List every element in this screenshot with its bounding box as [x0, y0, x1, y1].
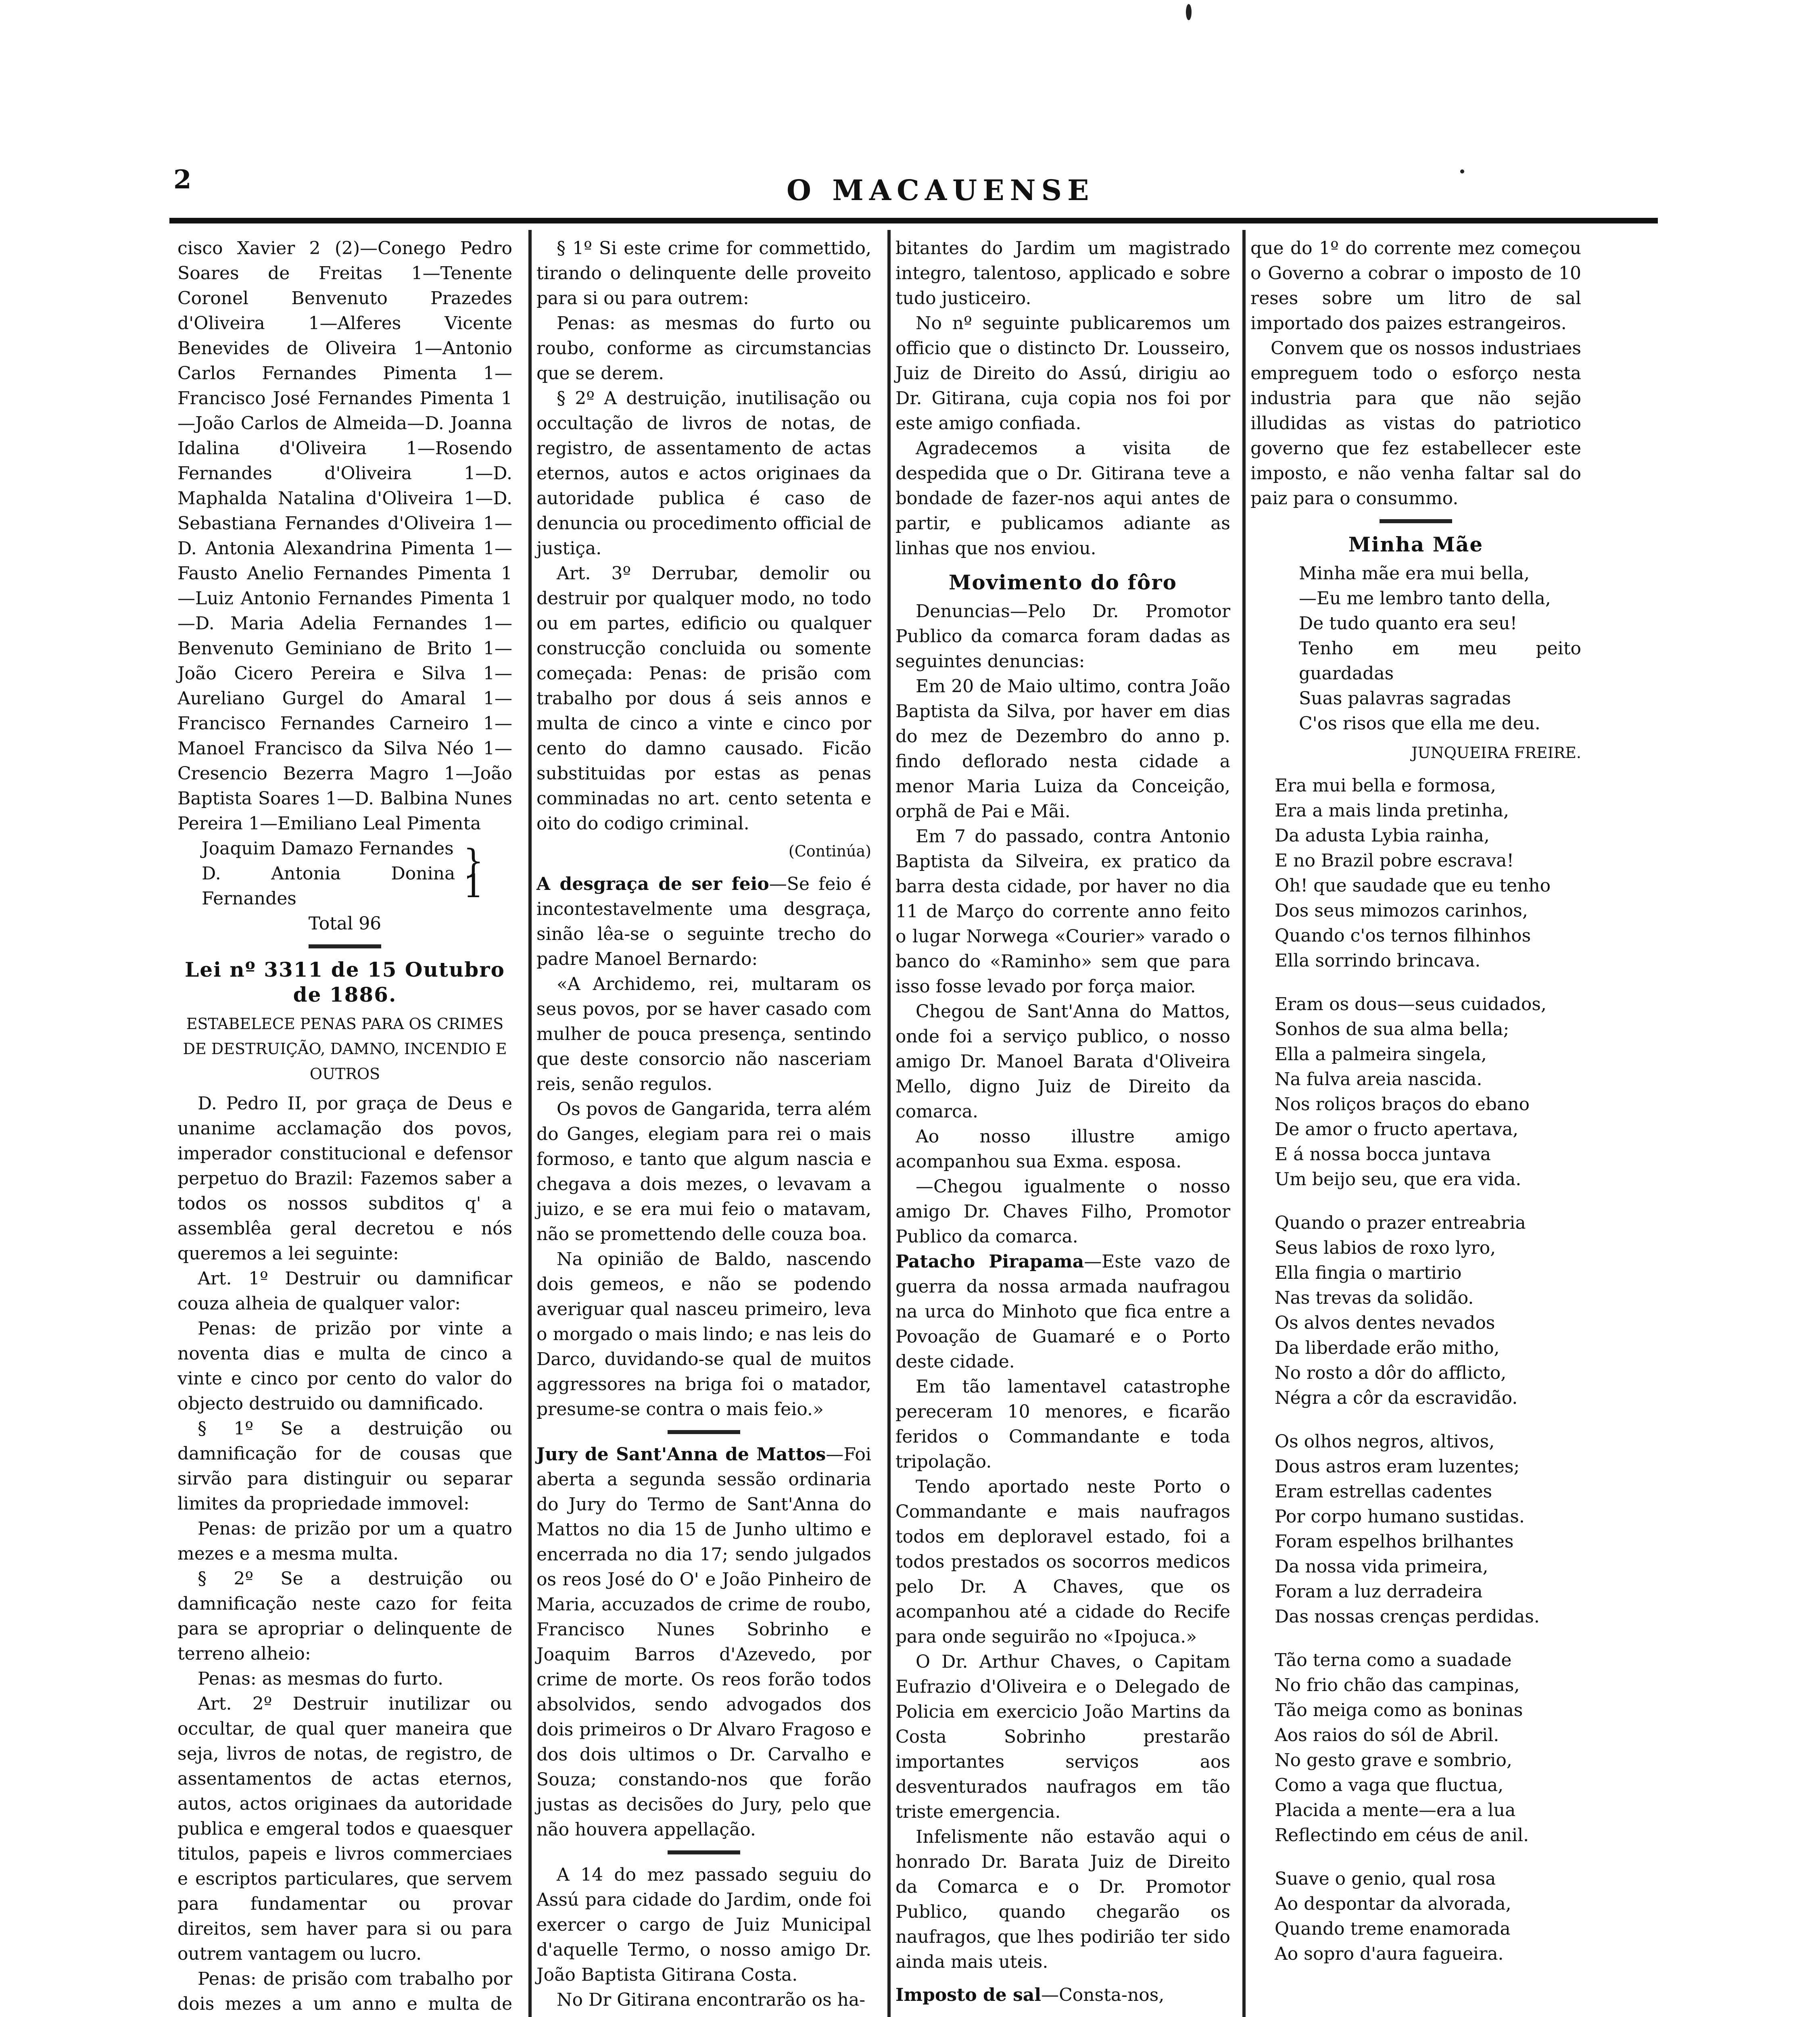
epigraph-line: De tudo quanto era seu!: [1299, 613, 1517, 634]
column-divider: [1242, 230, 1246, 2017]
continua-note: (Continúa): [788, 842, 871, 860]
poem-line: No rosto a dôr do afflicto,: [1275, 1363, 1507, 1383]
list-total: Total 96: [308, 913, 382, 934]
poem-line: Reflectindo em céus de anil.: [1275, 1825, 1529, 1846]
epigraph-line: Suas palavras sagradas: [1299, 688, 1511, 709]
poem-line: Nas trevas da solidão.: [1275, 1288, 1474, 1308]
separator: [1380, 519, 1452, 523]
paragraph: —Consta-nos,: [1041, 1985, 1165, 2005]
poem-line: Quando o prazer entreabria: [1275, 1213, 1526, 1233]
paragraph: § 1º Si este crime for commettido, tirando o delinquente delle proveito para si ou para outrem:: [536, 238, 871, 309]
paragraph: «A Archidemo, rei, multaram os seus povos, por se haver casado com mulher de pouca presença, sentindo que deste consorcio não nasceriam reis, senão regulos.: [536, 974, 871, 1094]
poem-line: Ao sopro d'aura fagueira.: [1275, 1944, 1504, 1964]
patacho-heading: Patacho Pirapama: [895, 1251, 1084, 1272]
lei-title: Lei nº 3311 de 15 Outubro de 1886.: [185, 958, 505, 1006]
poem-line: Suave o genio, qual rosa: [1275, 1869, 1496, 1889]
paragraph: § 2º Se a destruição ou damnificação neste cazo for feita para se apropriar o delinquente de terreno alheio:: [177, 1568, 512, 1664]
subscriber-list: cisco Xavier 2 (2)—Conego Pedro Soares de Freitas 1—Tenente Coronel Benvenuto Prazedes d'Oliveira 1—Alferes Vicente Benevides de Oliveira 1—Antonio Carlos Fernandes Pimenta 1—Francisco José Fernandes Pimenta 1—João Carlos de Almeida—D. Joanna Idalina d'Oliveira 1—Rosendo Fernandes d'Oliveira 1—D. Maphalda Natalina d'Oliveira 1—D. Sebastiana Fernandes d'Oliveira 1—D. Antonia Alexandrina Pimenta 1—Fausto Anelio Fernandes Pimenta 1—Luiz Antonio Fernandes Pimenta 1—D. Maria Adelia Fernandes 1—Benvenuto Geminiano de Brito 1—João Cicero Pereira e Silva 1—Aureliano Gurgel do Amaral 1—Francisco Fernandes Carneiro 1—Manoel Francisco da Silva Néo 1—Cresencio Bezerra Magro 1—João Baptista Soares 1—D. Balbina Nunes Pereira 1—Emiliano Leal Pimenta: [177, 238, 512, 834]
paragraph: Art. 3º Derrubar, demolir ou destruir por qualquer modo, no todo ou em partes, edificio ou qualquer construcção concluida ou somente começada: Penas: de prisão com trabalho por dous á seis annos e multa de cinco a vinte e cinco por cento do damno causado. Ficão substituidas por estas as penas comminadas no art. cento setenta e oito do codigo criminal.: [536, 563, 871, 834]
poem-line: Da nossa vida primeira,: [1275, 1556, 1488, 1577]
poem-line: Placida a mente—era a lua: [1275, 1800, 1516, 1821]
epigraph-author: JUNQUEIRA FREIRE.: [1411, 744, 1581, 762]
column-3: [895, 236, 1230, 2008]
paragraph: Chegou de Sant'Anna do Mattos, onde foi a serviço publico, o nosso amigo Dr. Manoel Barata d'Oliveira Mello, digno Juiz de Direito da comarca.: [895, 1001, 1230, 1122]
epigraph-line: Minha mãe era mui bella,: [1299, 563, 1530, 584]
poem-line: Foram espelhos brilhantes: [1275, 1531, 1514, 1552]
paragraph: No nº seguinte publicaremos um officio que o distincto Dr. Lousseiro, Juiz de Direito do Assú, dirigiu ao Dr. Gitirana, cuja copia nos foi por este amigo confiada.: [895, 313, 1230, 434]
poem-line: Oh! que saudade que eu tenho: [1275, 875, 1551, 896]
poem-line: Por corpo humano sustidas.: [1275, 1506, 1525, 1527]
poem-line: Os olhos negros, altivos,: [1275, 1431, 1495, 1452]
paragraph: Infelismente não estavão aqui o honrado Dr. Barata Juiz de Direito da Comarca e o Dr. Promotor Publico, quando chegarão os naufragos, que lhes podirião ter sido ainda mais uteis.: [895, 1827, 1230, 1972]
poem-line: Eram os dous—seus cuidados,: [1275, 994, 1547, 1015]
poem-line: Os alvos dentes nevados: [1275, 1313, 1495, 1333]
paragraph: Em tão lamentavel catastrophe pereceram 10 menores, e ficarão feridos o Commandante e toda tripolação.: [895, 1376, 1230, 1472]
lei-subtitle: ESTABELECE PENAS PARA OS CRIMES DE DESTRUIÇÃO, DAMNO, INCENDIO E OUTROS: [183, 1015, 507, 1083]
paragraph: Ao nosso illustre amigo acompanhou sua Exma. esposa.: [895, 1126, 1230, 1172]
poem-line: Ella a palmeira singela,: [1275, 1044, 1487, 1065]
header-rule: [169, 218, 1658, 223]
paragraph: Penas: as mesmas do furto ou roubo, conforme as circumstancias que se derem.: [536, 313, 871, 384]
poem-line: Das nossas crenças perdidas.: [1275, 1606, 1540, 1627]
paragraph: Art. 1º Destruir ou damnificar couza alheia de qualquer valor:: [177, 1268, 512, 1314]
poem-line: De amor o fructo apertava,: [1275, 1119, 1519, 1140]
list-item: Joaquim Damazo Fernandes: [202, 838, 454, 859]
masthead: O MACAUENSE: [787, 173, 1095, 207]
poem-stanza: [1275, 1429, 1581, 1629]
paragraph: Em 7 do passado, contra Antonio Baptista da Silveira, ex pratico da barra desta cidade, por haver no dia 11 de Março do corrente anno feito o lugar Norwega «Courier» varado o banco do «Raminho» sem que para isso fosse levado por força maior.: [895, 826, 1230, 997]
separator: [668, 1430, 740, 1434]
paragraph: § 1º Se a destruição ou damnificação for de cousas que sirvão para distinguir ou separar limites da propriedade immovel:: [177, 1418, 512, 1514]
paragraph: Convem que os nossos industriaes empreguem todo o esforço nesta industria para que não sejão illudidas as vistas do patriotico governo que fez estabellecer este imposto, e não venha faltar sal do paiz para o consummo.: [1250, 338, 1581, 509]
paragraph: —Foi aberta a segunda sessão ordinaria do Jury do Termo de Sant'Anna do Mattos no dia 15 de Junho ultimo e encerrada no dia 17; sendo julgados os reos José do O' e João Pinheiro de Maria, accuzados de crime de roubo, Francisco Nunes Sobrinho e Joaquim Barros d'Azevedo, por crime de morte. Os reos forão todos absolvidos, sendo advogados dos dois primeiros o Dr Alvaro Fragoso e dos dois ultimos o Dr. Carvalho e Souza; constando-nos que forão justas as decisões do Jury, pelo que não houvera appellação.: [536, 1444, 871, 1840]
movimento-heading: Movimento do fôro: [949, 570, 1177, 594]
epigraph-line: —Eu me lembro tanto della,: [1299, 588, 1551, 609]
paragraph: bitantes do Jardim um magistrado integro, talentoso, applicado e sobre tudo justiceiro.: [895, 238, 1230, 309]
poem-line: Ao despontar da alvorada,: [1275, 1894, 1511, 1914]
paragraph: O Dr. Arthur Chaves, o Capitam Eufrazio d'Oliveira e o Delegado de Policia em exercicio João Martins da Costa Sobrinho prestarão importantes serviços aos desventurados naufragos em tão triste emergencia.: [895, 1652, 1230, 1822]
paragraph: Art. 2º Destruir inutilizar ou occultar, de qual quer maneira que seja, livros de notas, de registro, de assentamentos de actas eternos, autos, actos originaes da autoridade publica e emgeral todos e quaesquer titulos, papeis e livros commerciaes e escriptos particulares, que servem para fundamentar ou provar direitos, sem haver para si ou para outrem vantagem ou lucro.: [177, 1693, 512, 1964]
poem-line: Da adusta Lybia rainha,: [1275, 825, 1490, 846]
poem-line: Quando c'os ternos filhinhos: [1275, 925, 1531, 946]
paragraph: § 2º A destruição, inutilisação ou occultação de livros de notas, de registro, de assentamento de actas eternos, autos e actos originaes da autoridade publica é caso de denuncia ou procedimento official de justiça.: [536, 388, 871, 559]
ink-speck: [1186, 4, 1192, 20]
poem-line: E no Brazil pobre escrava!: [1275, 850, 1514, 871]
paragraph: Penas: de prizão por vinte a noventa dias e multa de cinco a vinte e cinco por cento do valor do objecto destruido ou damnificado.: [177, 1318, 512, 1414]
poem-line: Seus labios de roxo lyro,: [1275, 1238, 1496, 1258]
poem-line: Sonhos de sua alma bella;: [1275, 1019, 1509, 1040]
poem-line: Dos seus mimozos carinhos,: [1275, 900, 1528, 921]
poem-stanza: [1275, 992, 1581, 1192]
paragraph: —Este vazo de guerra da nossa armada naufragou na urca do Minhoto que fica entre a Povoação de Guamaré e o Porto deste cidade.: [895, 1251, 1230, 1372]
column-4: [1250, 236, 1581, 1985]
paragraph: No Dr Gitirana encontrarão os ha-: [557, 1990, 866, 2010]
poem-line: Era a mais linda pretinha,: [1275, 800, 1509, 821]
paragraph: que do 1º do corrente mez começou o Governo a cobrar o imposto de 10 reses sobre um litro de sal importado dos paizes estrangeiros.: [1250, 238, 1581, 334]
list-brace: } 1: [463, 842, 484, 905]
paragraph: Penas: as mesmas do furto.: [198, 1668, 443, 1689]
separator: [668, 1850, 740, 1854]
jury-heading: Jury de Sant'Anna de Mattos: [536, 1444, 826, 1465]
poem-line: E á nossa bocca juntava: [1275, 1144, 1491, 1165]
epigraph-line: C'os risos que ella me deu.: [1299, 713, 1540, 734]
column-1: [177, 236, 512, 2017]
poem-stanza: [1275, 773, 1581, 973]
poem-line: Ella sorrindo brincava.: [1275, 950, 1481, 971]
poem-stanza: [1275, 1648, 1581, 1848]
separator: [309, 944, 381, 948]
poem-line: Na fulva areia nascida.: [1275, 1069, 1482, 1090]
poem-line: Ella fingia o martirio: [1275, 1263, 1462, 1283]
ink-speck: [1460, 169, 1464, 173]
poem-line: Dous astros eram luzentes;: [1275, 1456, 1520, 1477]
paragraph: Os povos de Gangarida, terra além do Ganges, elegiam para rei o mais formoso, e tanto que algum nascia e chegava a dois mezes, o levavam a juizo, e se era mui feio o matavam, não se promettendo delle couza boa.: [536, 1099, 871, 1244]
list-item: D. Antonia Donina Fernandes: [202, 863, 455, 909]
poem-epigraph: [1299, 561, 1581, 736]
poem-line: Quando treme enamorada: [1275, 1919, 1511, 1939]
poem-line: Tão terna como a suadade: [1275, 1650, 1512, 1670]
column-divider: [528, 230, 532, 2017]
paragraph: Na opinião de Baldo, nascendo dois gemeos, e não se podendo averiguar qual nasceu primeiro, leva o morgado o mais lindo; e nas leis do Darco, duvidando-se qual de muitos aggressores na briga foi o matador, presume-se contra o mais feio.»: [536, 1249, 871, 1420]
poem-line: Foram a luz derradeira: [1275, 1581, 1483, 1602]
epigraph-line: Tenho em meu peito guardadas: [1299, 638, 1581, 684]
poem-line: Da liberdade erão mitho,: [1275, 1338, 1500, 1358]
page-number: 2: [173, 165, 192, 195]
paragraph: —Chegou igualmente o nosso amigo Dr. Chaves Filho, Promotor Publico da comarca.: [895, 1176, 1230, 1247]
paragraph: Em 20 de Maio ultimo, contra João Baptista da Silva, por haver em dias do mez de Dezembro do anno p. findo deflorado nesta cidade a menor Maria Luiza da Conceição, orphã de Pai e Mãi.: [895, 676, 1230, 822]
column-divider: [887, 230, 891, 2017]
poem-line: Eram estrellas cadentes: [1275, 1481, 1492, 1502]
subscriber-list-tail: [202, 836, 512, 911]
poem-line: Négra a côr da escravidão.: [1275, 1388, 1518, 1408]
desgraca-heading: A desgraça de ser feio: [536, 874, 769, 894]
poem-line: Um beijo seu, que era vida.: [1275, 1169, 1522, 1190]
poem-line: Nos roliços braços do ebano: [1275, 1094, 1530, 1115]
poem-line: Aos raios do sól de Abril.: [1275, 1725, 1499, 1746]
poem-stanza: [1275, 1867, 1581, 1967]
poem-line: Era mui bella e formosa,: [1275, 775, 1496, 796]
paragraph: D. Pedro II, por graça de Deus e unanime acclamação dos povos, imperador constitucional e defensor perpetuo do Brazil: Fazemos saber a todos os nossos subditos q' a assemblêa geral decretou e nós queremos a lei seguinte:: [177, 1093, 512, 1264]
poem-line: Como a vaga que fluctua,: [1275, 1775, 1504, 1796]
paragraph: Agradecemos a visita de despedida que o Dr. Gitirana teve a bondade de fazer-nos aqui antes de partir, e publicamos adiante as linhas que nos enviou.: [895, 438, 1230, 559]
paragraph: Denuncias—Pelo Dr. Promotor Publico da comarca foram dadas as seguintes denuncias:: [895, 601, 1230, 672]
paragraph: Penas: de prisão com trabalho por dois mezes a um anno e multa de: [177, 1969, 512, 2014]
imposto-heading: Imposto de sal: [895, 1985, 1041, 2005]
poem-title: Minha Mãe: [1348, 532, 1484, 556]
paragraph: Tendo aportado neste Porto o Commandante e mais naufragos todos em deploravel estado, foi a todos prestados os socorros medicos pelo Dr. A Chaves, que os acompanhou até a cidade do Recife para onde seguirão no «Ipojuca.»: [895, 1476, 1230, 1647]
poem-line: No frio chão das campinas,: [1275, 1675, 1520, 1695]
paragraph: A 14 do mez passado seguiu do Assú para cidade do Jardim, onde foi exercer o cargo de Juiz Municipal d'aquelle Termo, o nosso amigo Dr. João Baptista Gitirana Costa.: [536, 1865, 871, 1985]
column-2: [536, 236, 871, 2013]
paragraph: Penas: de prizão por um a quatro mezes e a mesma multa.: [177, 1518, 512, 1564]
paragraph: —Se feio é incontestavelmente uma desgraça, sinão lêa-se o seguinte trecho do padre Manoel Bernardo:: [536, 874, 871, 969]
poem-line: Tão meiga como as boninas: [1275, 1700, 1523, 1721]
poem-line: No gesto grave e sombrio,: [1275, 1750, 1512, 1771]
poem-stanza: [1275, 1211, 1581, 1411]
